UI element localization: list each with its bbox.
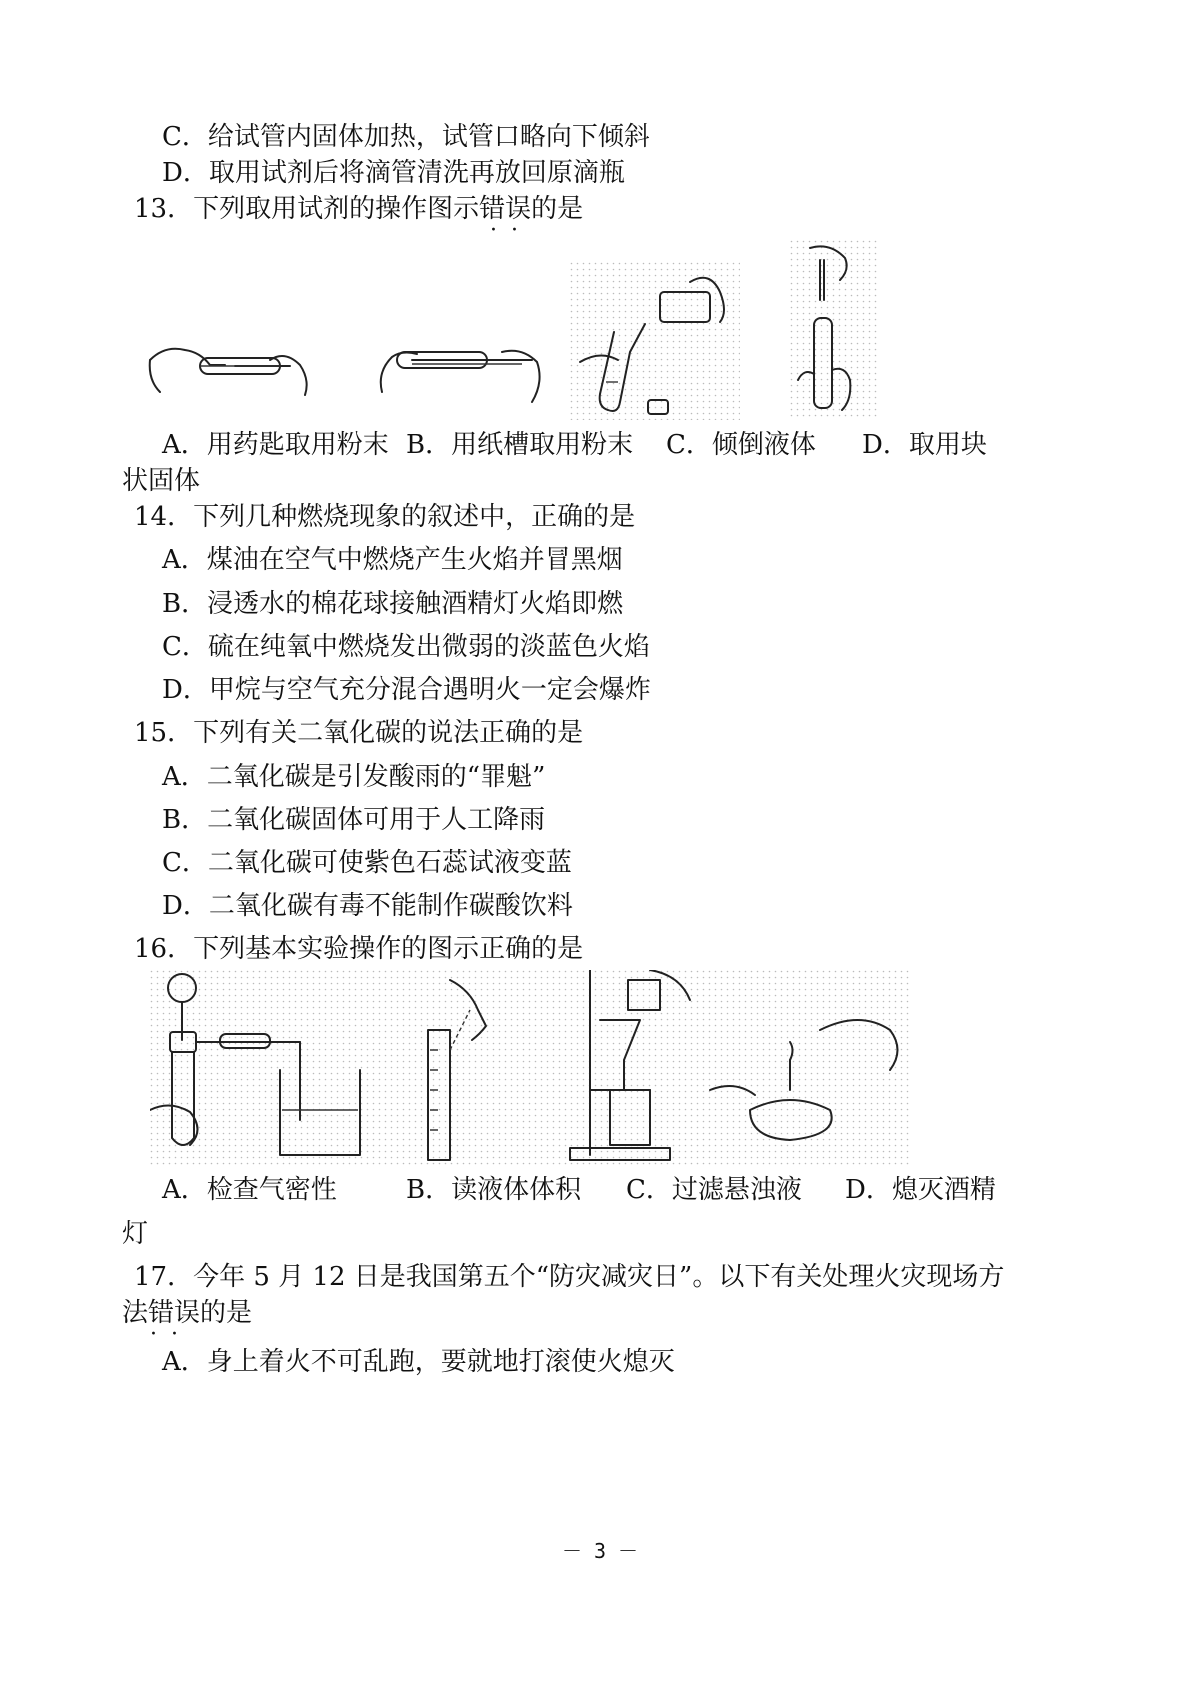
- q15-option-b: B．二氧化碳固体可用于人工降雨: [162, 805, 546, 835]
- q17-stem-line2: 法错误的是: [122, 1298, 253, 1328]
- q14-stem: 14．下列几种燃烧现象的叙述中，正确的是: [134, 502, 636, 532]
- q16-option-c: C．过滤悬浊液: [626, 1175, 802, 1205]
- q17-option-a: A．身上着火不可乱跑，要就地打滚使火熄灭: [162, 1347, 675, 1377]
- q15-option-a: A．二氧化碳是引发酸雨的“罪魁”: [162, 762, 546, 792]
- q15-option-d: D．二氧化碳有毒不能制作碳酸饮料: [162, 891, 573, 921]
- q14-option-a: A．煤油在空气中燃烧产生火焰并冒黑烟: [162, 545, 623, 575]
- q14-option-c: C．硫在纯氧中燃烧发出微弱的淡蓝色火焰: [162, 632, 650, 662]
- q16-option-b: B．读液体体积: [406, 1175, 582, 1205]
- q16-option-d: D．熄灭酒精: [845, 1175, 996, 1205]
- q14-option-b: B．浸透水的棉花球接触酒精灯火焰即燃: [162, 589, 624, 619]
- q17-emphasis-dots: ··: [150, 1322, 192, 1347]
- q13-figure-b-paper-trough: [372, 322, 552, 417]
- q16-stem: 16．下列基本实验操作的图示正确的是: [134, 934, 584, 964]
- q13-option-b: B．用纸槽取用粉末: [406, 430, 634, 460]
- q13-emphasis-dots: ··: [490, 218, 532, 243]
- q14-option-d: D．甲烷与空气充分混合遇明火一定会爆炸: [162, 675, 651, 705]
- q13-figure-a-spatula: [140, 320, 320, 415]
- q13-option-d: D．取用块: [862, 430, 987, 460]
- q13-option-c: C．倾倒液体: [666, 430, 816, 460]
- q15-stem: 15．下列有关二氧化碳的说法正确的是: [134, 718, 584, 748]
- q16-figure-strip: [150, 970, 910, 1166]
- q13-stem: 13．下列取用试剂的操作图示错误的是: [134, 194, 584, 224]
- q16-option-a: A．检查气密性: [162, 1175, 337, 1205]
- page-number: － 3 －: [561, 1539, 639, 1563]
- q13-figure-c-pouring-liquid: [570, 262, 740, 420]
- q13-option-a: A．用药匙取用粉末: [162, 430, 389, 460]
- q13-option-d-wrap: 状固体: [122, 466, 201, 496]
- q17-stem-line1: 17．今年 5 月 12 日是我国第五个“防灾减灾日”。以下有关处理火灾现场方: [134, 1262, 1005, 1292]
- q12-option-d: D．取用试剂后将滴管清洗再放回原滴瓶: [162, 158, 625, 188]
- q13-figure-d-lump-solid: [790, 240, 878, 418]
- q16-option-d-wrap: 灯: [122, 1219, 149, 1249]
- q12-option-c: C．给试管内固体加热，试管口略向下倾斜: [162, 122, 650, 152]
- q15-option-c: C．二氧化碳可使紫色石蕊试液变蓝: [162, 848, 572, 878]
